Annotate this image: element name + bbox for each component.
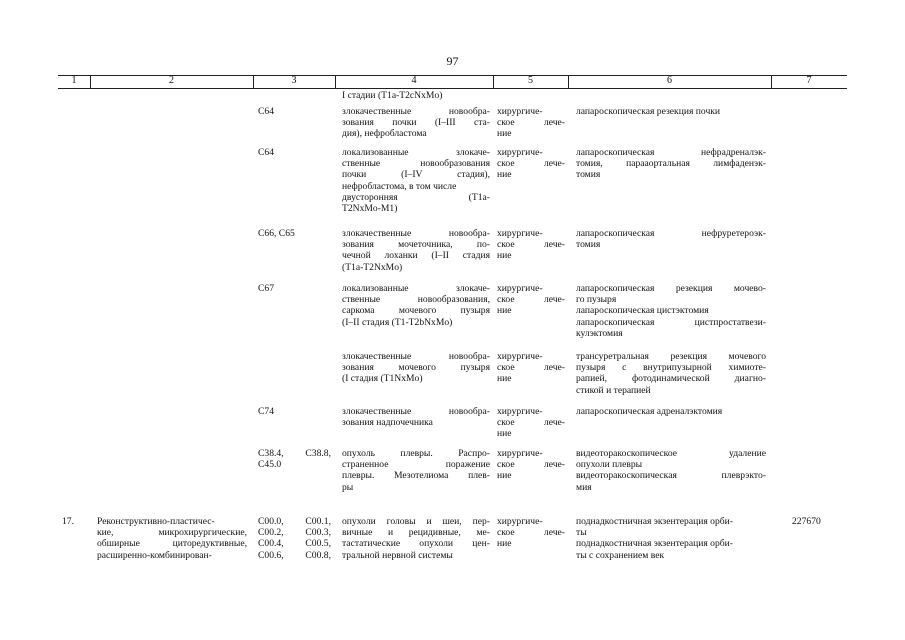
treatment-type-cell: хирургиче- ское лече- ние: [497, 406, 565, 440]
header-col-3: 3: [291, 75, 297, 86]
condition-cell: злокачественные новообра- зования надпочечника: [342, 406, 490, 429]
treatment-type-cell: хирургиче- ское лече- ние: [497, 448, 565, 482]
continued-condition-line: I стадии (T1a-T2cNxMo): [342, 90, 443, 101]
service-name-cell: Реконструктивно-пластичес- кие, микрохирургические, обширные циторедуктивные, расширенно-комбинирован-: [97, 516, 247, 561]
code-cell: C00.0, C00.1, C00.2, C00.3, C00.4, C00.5, C00.6, C00.8,: [258, 516, 331, 561]
header-col-2: 2: [169, 75, 174, 86]
row-number: 17.: [62, 516, 74, 527]
method-cell: поднадкостничная экзентерация орби- ты поднадкостничная экзентерация орби- ты с сохранением век: [576, 516, 733, 561]
header-col-7: 7: [806, 75, 812, 86]
condition-cell: локализованные злокаче- ственные новообразования почки (I–IV стадия), нефробластома, в том числе двусторонняя (T1a- T2NxMo-M1): [342, 147, 490, 215]
condition-cell: злокачественные новообра- зования почки (I–III ста- дия), нефробластома: [342, 106, 490, 140]
method-cell: лапароскопическая нефруретероэк- томия: [576, 228, 766, 251]
code-cell: C38.4, C38.8, C45.0: [258, 448, 331, 471]
treatment-type-cell: хирургиче- ское лече- ние: [497, 351, 565, 385]
code-cell: C66, C65: [258, 228, 295, 239]
condition-cell: локализованные злокаче- ственные новообразования, саркома мочевого пузыря (I–II стадия (T1-T2bNxMo): [342, 283, 490, 328]
header-col-6: 6: [667, 75, 672, 86]
condition-cell: опухоль плевры. Распро- страненное поражение плевры. Мезотелиома плев- ры: [342, 448, 490, 493]
header-col-4: 4: [411, 75, 417, 86]
method-cell: лапароскопическая нефрадреналэк- томия, парааортальная лимфаденэк- томия: [576, 147, 766, 181]
code-cell: C67: [258, 283, 274, 294]
code-cell: C74: [258, 406, 274, 417]
header-col-1: 1: [71, 75, 77, 86]
treatment-type-cell: хирургиче- ское лече- ние: [497, 516, 565, 550]
method-cell: лапароскопическая адреналэктомия: [576, 406, 723, 417]
method-cell: видеоторакоскопическое удаление опухоли плевры видеоторакоскопическая плеврэкто- мия: [576, 448, 766, 493]
amount-cell: 227670: [792, 516, 821, 527]
method-cell: лапароскопическая резекция мочево- го пузыря лапароскопическая цистэктомия лапароскопическая цистпростатвези- кулэктомия: [576, 283, 766, 339]
treatment-type-cell: хирургиче- ское лече- ние: [497, 147, 565, 181]
treatment-type-cell: хирургиче- ское лече- ние: [497, 283, 565, 317]
method-cell: трансуретральная резекция мочевого пузыря с внутрипузырной химиоте- рапией, фотодинамической диагно- стикой и терапией: [576, 351, 766, 396]
condition-cell: злокачественные новообра- зования мочевого пузыря (I стадия (T1NxMo): [342, 351, 490, 385]
code-cell: C64: [258, 147, 274, 158]
header-col-5: 5: [528, 75, 533, 86]
treatment-type-cell: хирургиче- ское лече- ние: [497, 228, 565, 262]
condition-cell: опухоли головы и шеи, пер- вичные и рецидивные, ме- тастатические опухоли цен- тральной нервной системы: [342, 516, 490, 561]
code-cell: C64: [258, 106, 274, 117]
page-number: 97: [446, 54, 459, 68]
method-cell: лапароскопическая резекция почки: [576, 106, 721, 117]
condition-cell: злокачественные новообра- зования мочеточника, по- чечной лоханки (I–II стадия (T1a-T2NxMo): [342, 228, 490, 273]
treatment-type-cell: хирургиче- ское лече- ние: [497, 106, 565, 140]
header-bottom-rule: [58, 88, 847, 89]
